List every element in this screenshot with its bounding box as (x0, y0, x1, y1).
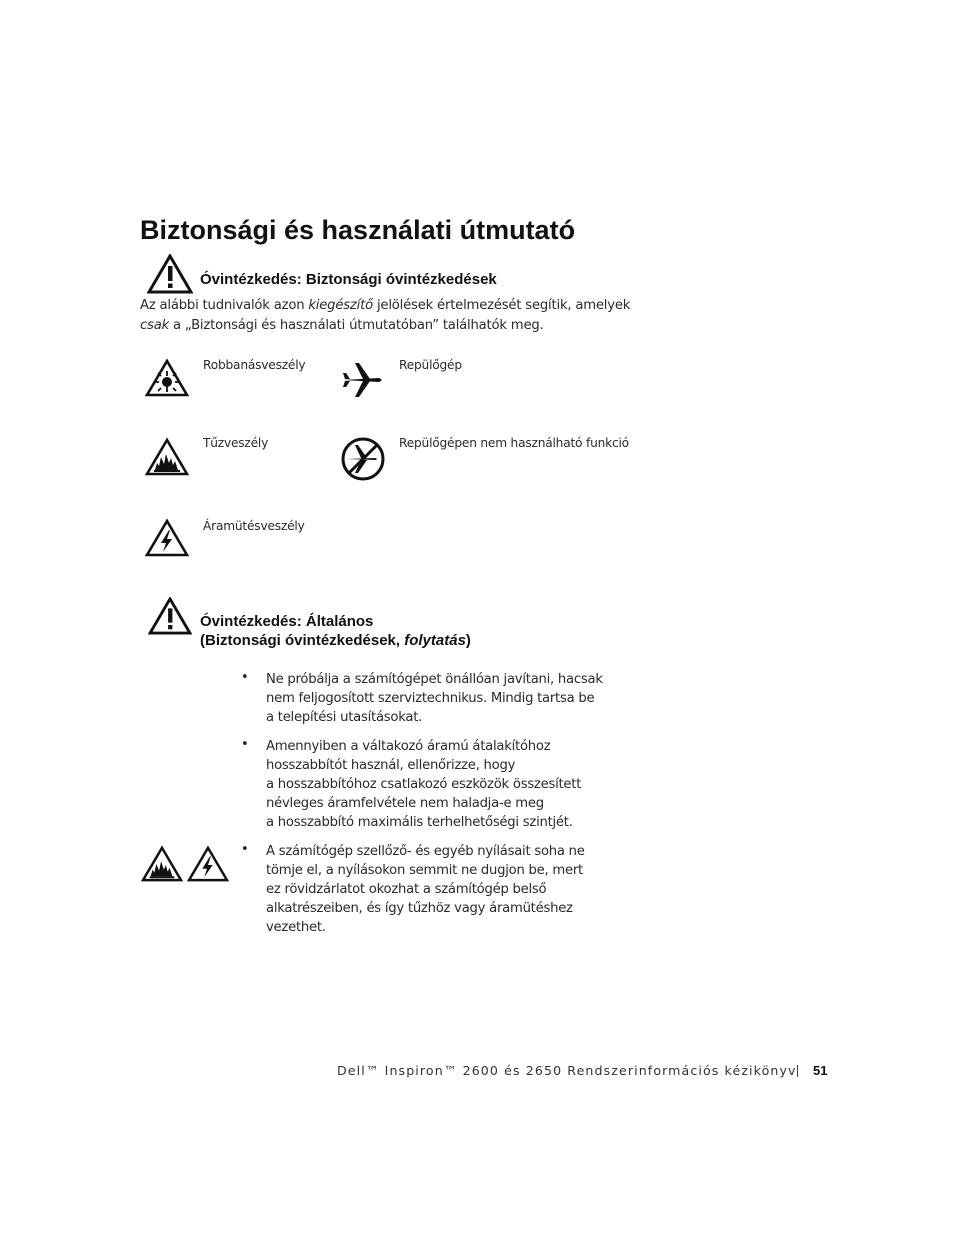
symbol-label-fire: Tűzveszély (203, 436, 269, 450)
bullet-marker: • (241, 737, 249, 752)
list-item: A számítógép szellőző- és egyéb nyílásait soha ne tömje el, a nyílásokon semmit ne dugjon be, mert ez rövidzárlatot okozhat a számítógép belső alkatrészeiben, és így tűzhöz vagy áramütéshez vezethet. (266, 844, 585, 935)
explosion-hazard-icon (145, 358, 189, 402)
footer-text: Dell™ Inspiron™ 2600 és 2650 Rendszerinformációs kézikönyv (337, 1063, 797, 1078)
fire-hazard-icon (145, 437, 189, 481)
section-heading-precautions: Óvintézkedés: Biztonsági óvintézkedések (200, 271, 497, 288)
bullet-marker: • (241, 842, 249, 857)
symbol-label-no-aircraft: Repülőgépen nem használható funkció (399, 436, 629, 450)
electric-shock-icon (186, 845, 230, 887)
symbol-label-explosion: Robbanásveszély (203, 358, 306, 372)
symbol-label-electric: Áramütésveszély (203, 519, 305, 533)
caution-icon (147, 254, 193, 294)
page-number: 51 (813, 1063, 828, 1078)
list-item: Amennyiben a váltakozó áramú átalakítóhoz hosszabbítót használ, ellenőrizze, hogy a hosszabbítóhoz csatlakozó eszközök összesített névleges áramfelvétele nem haladja-e meg a hosszabbító maximális terhelhetőségi szintjét. (266, 739, 582, 830)
electric-shock-icon (145, 518, 189, 562)
section-heading-general: Óvintézkedés: Általános (Biztonsági óvintézkedések, folytatás) (200, 613, 471, 649)
bullet-marker: • (241, 670, 249, 685)
list-item: Ne próbálja a számítógépet önállóan javítani, hacsak nem feljogosított szerviztechnikus. Mindig tartsa be a telepítési utasításokat. (266, 672, 603, 725)
footer-separator (797, 1065, 798, 1077)
symbol-label-airplane: Repülőgép (399, 358, 462, 372)
intro-paragraph: Az alábbi tudnivalók azon kiegészítő jelölések értelmezését segítik, amelyek csak a „Biztonsági és használati útmutatóban” találhatók meg. (140, 298, 631, 333)
fire-hazard-icon (140, 845, 184, 887)
page-title: Biztonsági és használati útmutató (140, 215, 576, 245)
caution-icon (148, 597, 192, 635)
airplane-icon (341, 361, 385, 403)
no-aircraft-icon (340, 436, 386, 486)
